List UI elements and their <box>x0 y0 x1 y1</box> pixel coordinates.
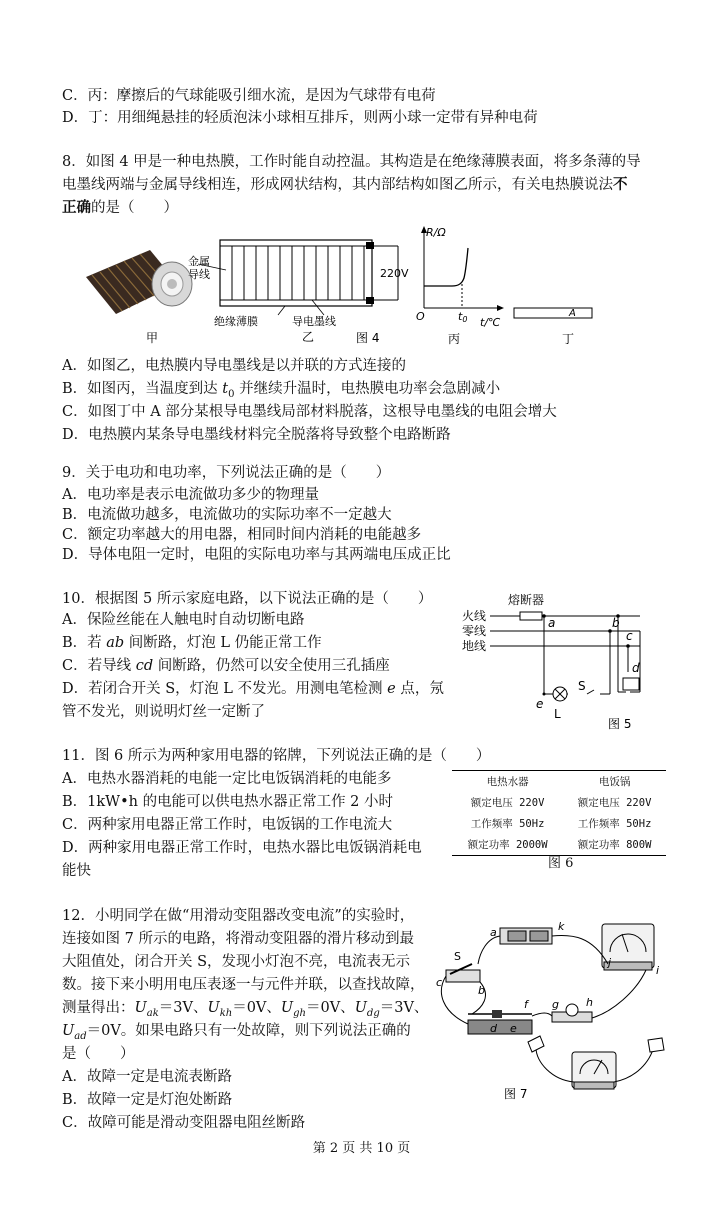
q12-stem-line1: 12．小明同学在做“用滑动变阻器改变电流”的实验时， <box>62 908 415 924</box>
label-jia: 甲 <box>146 331 159 345</box>
label-h: h <box>586 996 593 1009</box>
q7-option-c: C．丙：摩擦后的气球能吸引细水流，是因为气球带有电荷 <box>62 88 436 104</box>
q9-option-c: C．额定功率越大的用电器，相同时间内消耗的电能越多 <box>62 527 422 543</box>
q11-option-b: B．1kW•h 的电能可以供电热水器正常工作 2 小时 <box>62 794 394 810</box>
label-k: k <box>558 920 565 933</box>
water-heater-header: 电热水器 <box>486 776 529 788</box>
q8-stem-line3: 正确的是（ ） <box>62 199 178 216</box>
q8-stem-line1: 8．如图 4 甲是一种电热膜，工作时能自动控温。其构造是在绝缘薄膜表面，将多条薄的导 <box>62 154 641 170</box>
battery-box <box>500 928 552 944</box>
voltage-label: 220V <box>380 267 409 280</box>
point-d-label: d <box>632 661 640 675</box>
q9-stem: 9．关于电功和电功率，下列说法正确的是（ ） <box>62 465 391 481</box>
probe-left-hand <box>528 1036 544 1052</box>
neutral-wire-label: 零线 <box>462 624 487 638</box>
q12-option-c: C．故障可能是滑动变阻器电阻丝断路 <box>62 1115 306 1131</box>
point-a-label: a <box>548 616 556 630</box>
page-footer: 第 2 页 共 10 页 <box>312 1141 411 1156</box>
q8-option-c: C．如图丁中 A 部分某根导电墨线局部材料脱落，这根导电墨线的电阻会增大 <box>62 404 557 420</box>
q7-option-d: D．丁：用细绳悬挂的轻质泡沫小球相互排斥，则两小球一定带有异种电荷 <box>62 110 538 126</box>
nameplate-row <box>452 813 666 834</box>
figure-6-caption: 图 6 <box>548 856 574 871</box>
q10-option-a: A．保险丝能在人触电时自动切断电路 <box>62 612 305 628</box>
origin-label: O <box>416 310 425 323</box>
q11-option-a: A．电热水器消耗的电能一定比电饭锅消耗的电能多 <box>62 771 392 787</box>
nameplate-row <box>452 792 666 813</box>
figure-4 <box>80 222 600 352</box>
y-axis-label: R/Ω <box>426 226 446 239</box>
q8-option-d: D．电热膜内某条导电墨线材料完全脱落将导致整个电路断路 <box>62 427 451 443</box>
label-b: b <box>478 984 485 997</box>
label-d: d <box>490 1022 497 1035</box>
nameplate-cell: 额定功率 800W <box>577 839 652 851</box>
point-e-label: e <box>536 697 544 711</box>
nameplate-cell: 工作频率 50Hz <box>577 818 652 830</box>
label-g: g <box>552 998 559 1011</box>
figure-5 <box>460 592 670 734</box>
part-a-label: A <box>569 308 576 319</box>
q10-option-d-line2: 管不发光，则说明灯丝一定断了 <box>62 704 265 720</box>
nameplate-header-row <box>452 771 666 793</box>
q12-stem-line4: 数。接下来小明用电压表逐一与元件并联，以查找故障， <box>62 977 425 993</box>
q11-stem: 11．图 6 所示为两种家用电器的铭牌，下列说法正确的是（ ） <box>62 748 491 764</box>
figure-6-nameplate-table <box>452 770 666 856</box>
q8-option-b: B．如图丙，当温度到达 $t_0$ 并继续升温时，电热膜电功率会急剧减小 <box>62 381 501 400</box>
nameplate-cell: 工作频率 50Hz <box>470 818 545 830</box>
label-c: c <box>436 976 443 989</box>
q10-stem: 10．根据图 5 所示家庭电路，以下说法正确的是（ ） <box>62 591 433 607</box>
q12-option-b: B．故障一定是灯泡处断路 <box>62 1092 233 1108</box>
q10-option-c: C．若导线 cd 间断路，仍然可以安全使用三孔插座 <box>62 658 390 674</box>
ink-line-strip <box>514 308 592 318</box>
figure-4-caption: 图 4 <box>356 331 380 345</box>
label-j: j <box>608 956 612 969</box>
q11-option-c: C．两种家用电器正常工作时，电饭锅的工作电流大 <box>62 817 393 833</box>
probe-right-hand <box>648 1038 664 1052</box>
q11-option-d-line1: D．两种家用电器正常工作时，电热水器比电饭锅消耗电 <box>62 840 422 856</box>
switch <box>446 964 480 982</box>
ground-wire-label: 地线 <box>462 639 487 653</box>
q10-option-b: B．若 ab 间断路，灯泡 L 仍能正常工作 <box>62 635 322 651</box>
ink-line-grid <box>198 240 398 315</box>
x-axis-label: t/℃ <box>480 316 501 329</box>
switch-label: S <box>578 679 586 693</box>
metal-wire-label-1: 金属 <box>188 255 210 268</box>
insulating-film-label: 绝缘薄膜 <box>214 315 258 328</box>
q10-option-d-line1: D．若闭合开关 S，灯泡 L 不发光。用测电笔检测 e 点，氖 <box>62 681 444 697</box>
nameplate-cell: 额定功率 2000W <box>467 839 548 851</box>
q9-option-a: A．电功率是表示电流做功多少的物理量 <box>62 487 319 503</box>
q12-option-a: A．故障一定是电流表断路 <box>62 1069 232 1085</box>
nameplate-cell: 额定电压 220V <box>470 797 545 809</box>
sliding-rheostat <box>468 1010 532 1034</box>
q12-stem-line2: 连接如图 7 所示的电路，将滑动变阻器的滑片移动到最 <box>62 931 414 947</box>
point-c-label: c <box>626 629 633 643</box>
q12-stem-line7: 是（ ） <box>62 1046 135 1062</box>
q9-option-b: B．电流做功越多，电流做功的实际功率不一定越大 <box>62 507 392 523</box>
heating-film-roll <box>86 250 192 314</box>
metal-wire-label-2: 导线 <box>188 268 210 281</box>
rice-cooker-header: 电饭锅 <box>598 776 631 788</box>
live-wire-label: 火线 <box>462 609 487 623</box>
q8-stem-line2: 电墨线两端与金属导线相连，形成网状结构，其内部结构如图乙所示，有关电热膜说法不 <box>62 176 628 193</box>
q8-option-a: A．如图乙，电热膜内导电墨线是以并联的方式连接的 <box>62 358 406 374</box>
label-a: a <box>490 926 497 939</box>
label-f: f <box>524 998 528 1011</box>
voltmeter <box>572 1052 616 1089</box>
ink-line-label: 导电墨线 <box>292 315 336 328</box>
label-e: e <box>510 1022 517 1035</box>
q11-option-d-line2: 能快 <box>62 863 91 879</box>
lamp-label: L <box>554 707 561 721</box>
label-ding: 丁 <box>562 332 575 346</box>
figure-7 <box>432 912 684 1107</box>
point-b-label: b <box>612 616 620 630</box>
q9-option-d: D．导体电阻一定时，电阻的实际电功率与其两端电压成正比 <box>62 547 451 563</box>
nameplate-cell: 额定电压 220V <box>577 797 652 809</box>
q12-stem-line5: 测量得出：$U_{ak}=3V$、$U_{kh}=0V$、$U_{gh}=0V$、$U_{dg}=3V$、 <box>62 1000 429 1019</box>
q12-stem-line3: 大阻值处，闭合开关 S，发现小灯泡不亮，电流表无示 <box>62 954 411 970</box>
figure-5-caption: 图 5 <box>608 717 632 731</box>
t0-label: t0 <box>458 310 468 324</box>
label-s: S <box>454 950 461 963</box>
q12-stem-line6: $U_{ad}=0V$。如果电路只有一处故障，则下列说法正确的 <box>62 1023 411 1042</box>
label-i: i <box>656 964 660 977</box>
label-yi: 乙 <box>302 330 315 344</box>
figure-7-caption: 图 7 <box>504 1087 528 1101</box>
label-bing: 丙 <box>448 332 461 346</box>
fuse-label: 熔断器 <box>508 593 545 607</box>
